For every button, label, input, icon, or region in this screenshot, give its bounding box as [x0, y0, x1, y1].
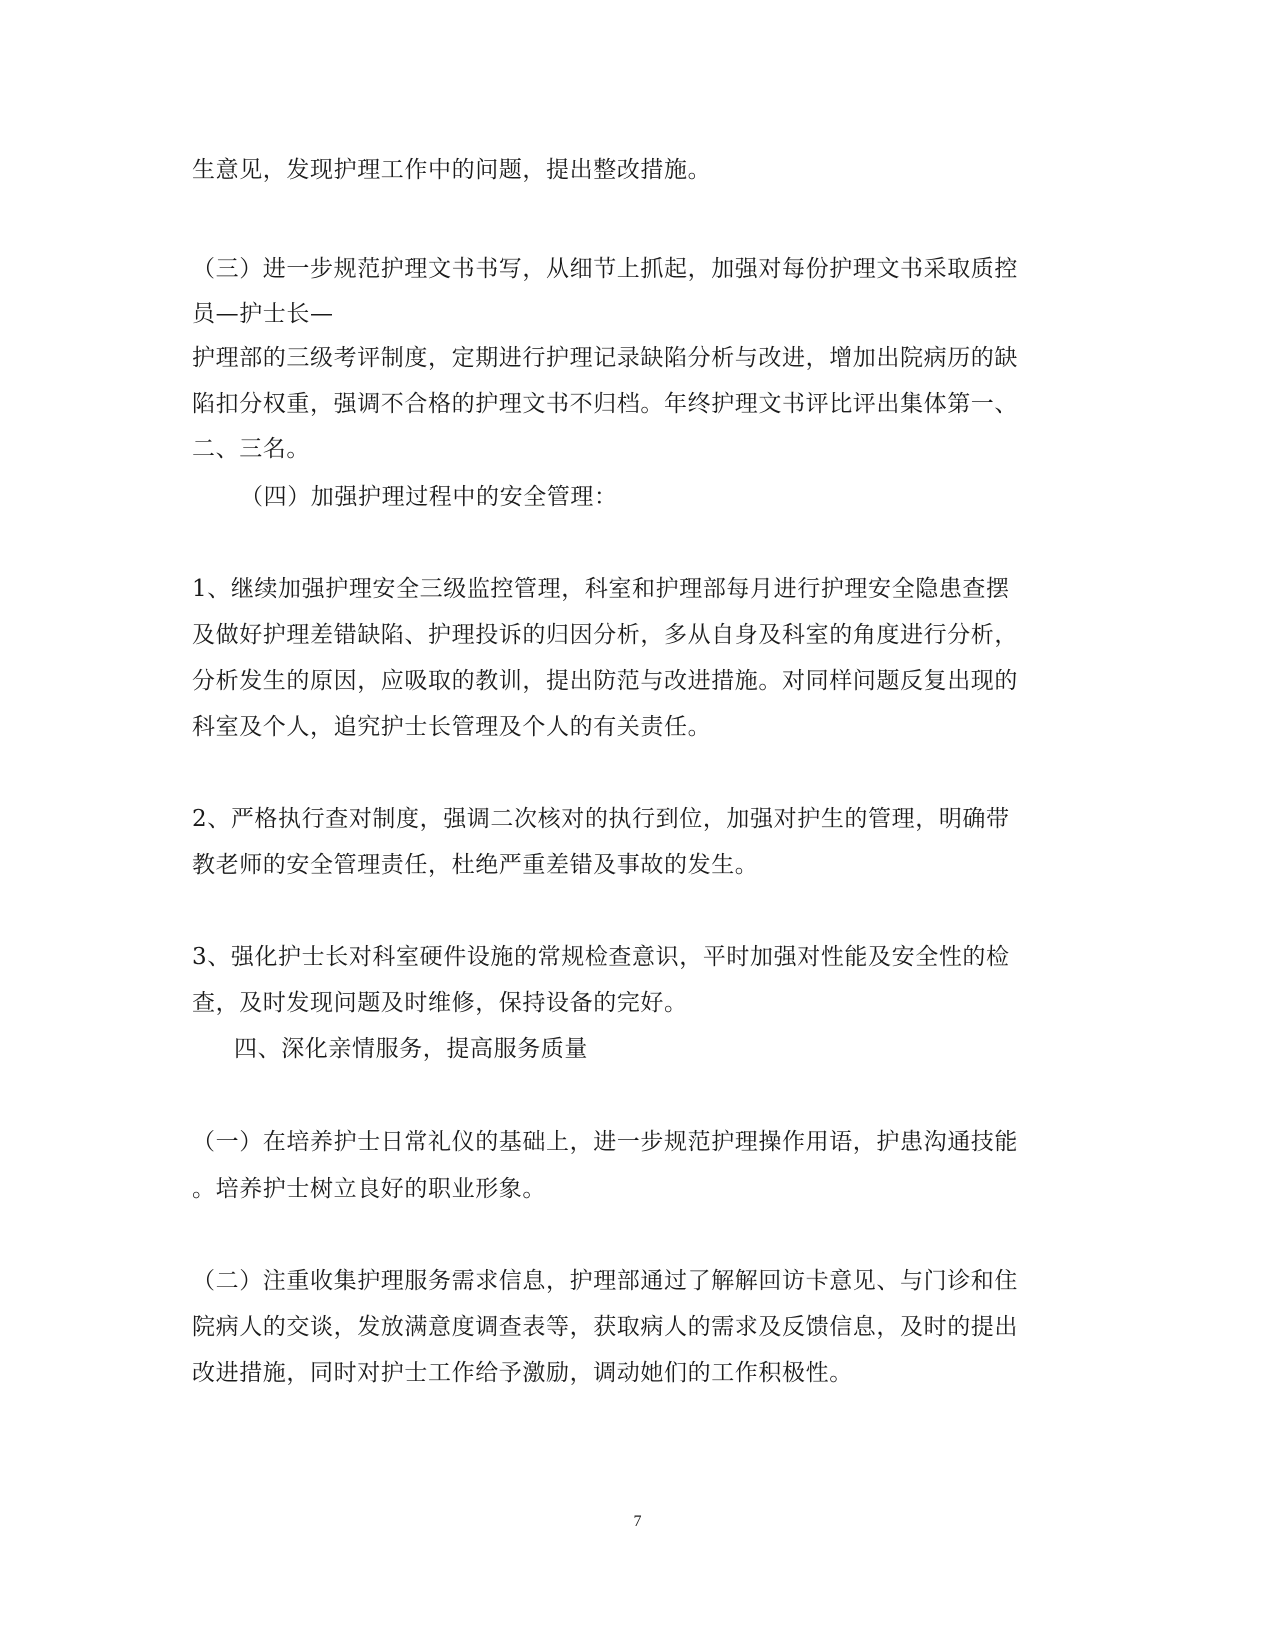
- section-heading-four: 四、深化亲情服务，提高服务质量: [234, 1036, 588, 1062]
- paragraph-line: 分析发生的原因，应吸取的教训，提出防范与改进措施。对同样问题反复出现的: [192, 668, 1018, 694]
- section-heading-3-line: （三）进一步规范护理文书书写，从细节上抓起，加强对每份护理文书采取质控: [192, 256, 1018, 282]
- subsection-1-line: （一）在培养护士日常礼仪的基础上，进一步规范护理操作用语，护患沟通技能: [192, 1129, 1018, 1155]
- paragraph-line: 查，及时发现问题及时维修，保持设备的完好。: [192, 990, 688, 1016]
- paragraph-line: 院病人的交谈，发放满意度调查表等，获取病人的需求及反馈信息，及时的提出: [192, 1314, 1018, 1340]
- list-item-1-line: 1、继续加强护理安全三级监控管理，科室和护理部每月进行护理安全隐患查摆: [192, 576, 1010, 602]
- paragraph-line: 及做好护理差错缺陷、护理投诉的归因分析，多从自身及科室的角度进行分析，: [192, 622, 1018, 648]
- subsection-2-line: （二）注重收集护理服务需求信息，护理部通过了解解回访卡意见、与门诊和住: [192, 1268, 1018, 1294]
- paragraph-line: 员—护士长—: [192, 301, 334, 327]
- section-heading-4: （四）加强护理过程中的安全管理：: [240, 484, 618, 510]
- paragraph-line: 科室及个人，追究护士长管理及个人的有关责任。: [192, 714, 712, 740]
- page-number: 7: [633, 1513, 642, 1530]
- list-item-2-line: 2、严格执行查对制度，强调二次核对的执行到位，加强对护生的管理，明确带: [192, 806, 1010, 832]
- paragraph-line: 陷扣分权重，强调不合格的护理文书不归档。年终护理文书评比评出集体第一、: [192, 391, 1018, 417]
- paragraph-line: 改进措施，同时对护士工作给予激励，调动她们的工作积极性。: [192, 1360, 853, 1386]
- paragraph-line: 生意见，发现护理工作中的问题，提出整改措施。: [192, 157, 712, 183]
- paragraph-line: 二、三名。: [192, 436, 310, 462]
- paragraph-line: 教老师的安全管理责任，杜绝严重差错及事故的发生。: [192, 852, 759, 878]
- paragraph-line: 。培养护士树立良好的职业形象。: [192, 1176, 546, 1202]
- paragraph-line: 护理部的三级考评制度，定期进行护理记录缺陷分析与改进，增加出院病历的缺: [192, 345, 1018, 371]
- list-item-3-line: 3、强化护士长对科室硬件设施的常规检查意识，平时加强对性能及安全性的检: [192, 944, 1010, 970]
